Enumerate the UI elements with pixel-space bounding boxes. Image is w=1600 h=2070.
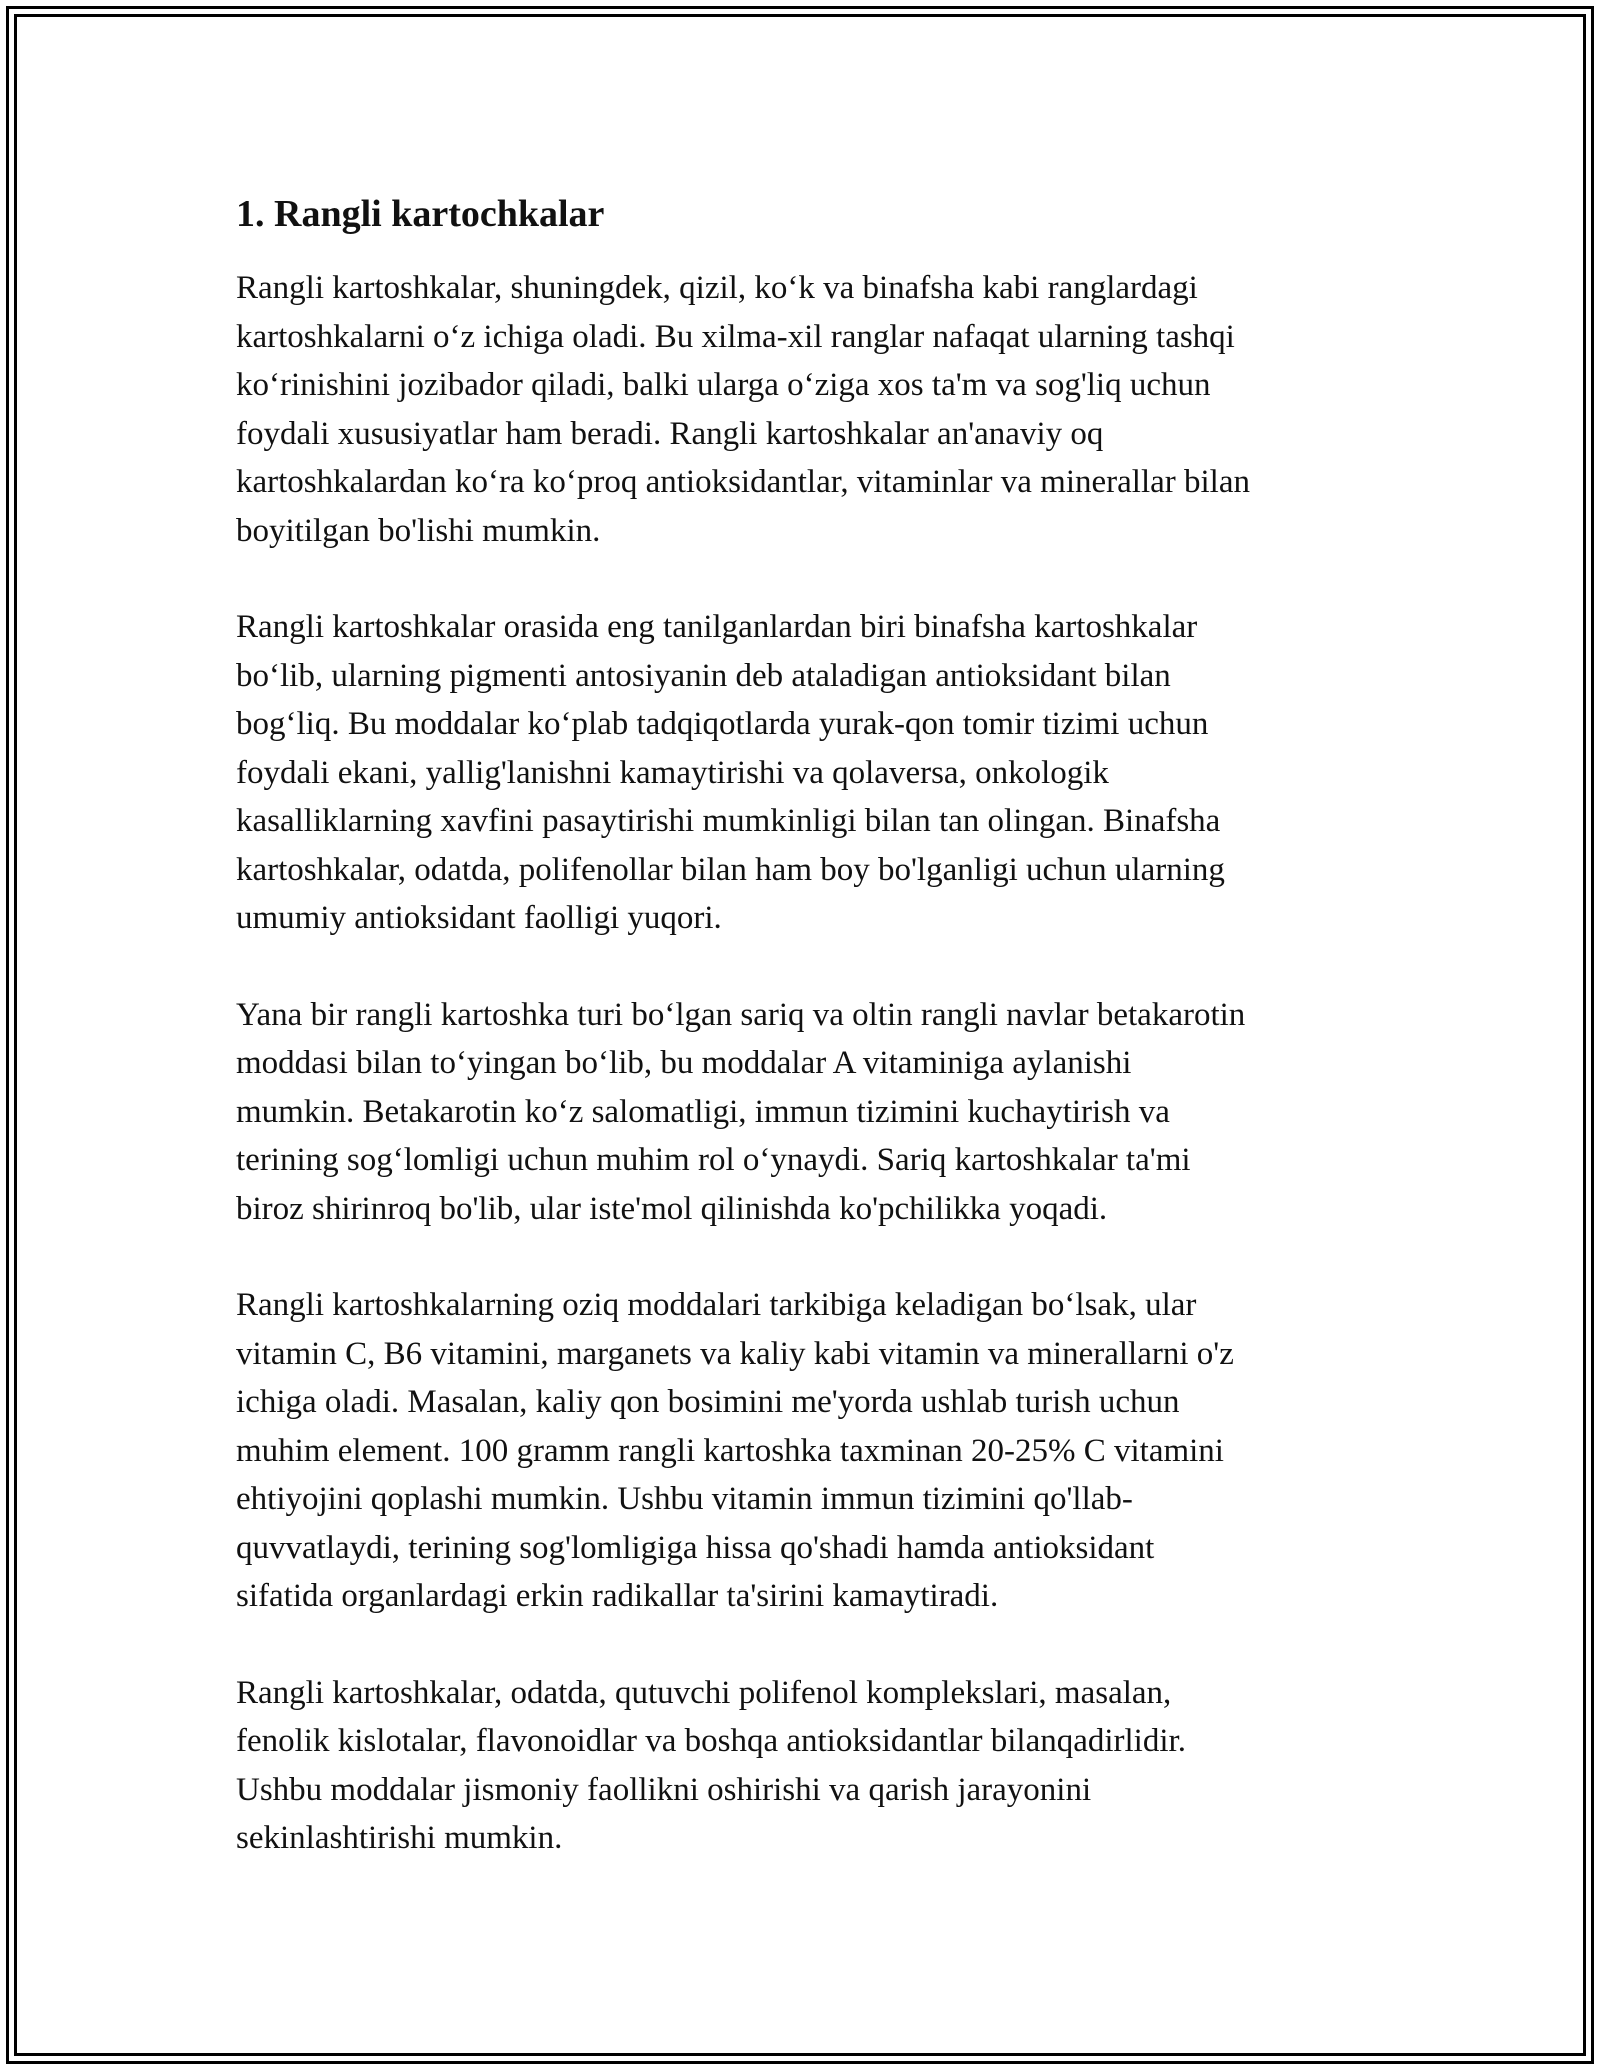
- paragraph-line: biroz shirinroq bo'lib, ular iste'mol qilinishda ko'pchilikka yoqadi.: [236, 1190, 1108, 1227]
- paragraph-line: mumkin. Betakarotin ko‘z salomatligi, immun tizimini kuchaytirish va: [236, 1093, 1170, 1130]
- paragraph-line: kartoshkalarni o‘z ichiga oladi. Bu xilma-xil ranglar nafaqat ularning tashqi: [236, 318, 1235, 355]
- paragraph-line: sekinlashtirishi mumkin.: [236, 1820, 563, 1856]
- paragraph-line: bo‘lib, ularning pigmenti antosiyanin deb ataladigan antioksidant bilan: [236, 657, 1171, 694]
- paragraph-line: moddasi bilan to‘yingan bo‘lib, bu moddalar A vitaminiga aylanishi: [236, 1045, 1132, 1081]
- paragraph-line: kartoshkalardan ko‘ra ko‘proq antioksidantlar, vitaminlar va minerallar bilan: [236, 464, 1250, 500]
- paragraph-line: terining sog‘lomligi uchun muhim rol o‘ynaydi. Sariq kartoshkalar ta'mi: [236, 1142, 1191, 1178]
- paragraph-1: [236, 264, 1396, 555]
- paragraph-line: Ushbu moddalar jismoniy faollikni oshirishi va qarish jarayonini: [236, 1771, 1092, 1808]
- paragraph-line: kasalliklarning xavfini pasaytirishi mumkinligi bilan tan olingan. Binafsha: [236, 803, 1221, 839]
- paragraph-line: Rangli kartoshkalar orasida eng tanilganlardan biri binafsha kartoshkalar: [236, 609, 1198, 645]
- paragraph-line: Rangli kartoshkalarning oziq moddalari tarkibiga keladigan bo‘lsak, ular: [236, 1287, 1197, 1323]
- paragraph-3: [236, 991, 1396, 1234]
- paragraph-line: muhim element. 100 gramm rangli kartoshka taxminan 20-25% C vitamini: [236, 1432, 1224, 1469]
- paragraph-line: bog‘liq. Bu moddalar ko‘plab tadqiqotlarda yurak-qon tomir tizimi uchun: [236, 706, 1209, 742]
- paragraph-2: [236, 603, 1396, 943]
- paragraph-line: vitamin C, B6 vitamini, marganets va kaliy kabi vitamin va minerallarni o'z: [236, 1335, 1234, 1372]
- paragraph-line: Yana bir rangli kartoshka turi bo‘lgan sariq va oltin rangli navlar betakarotin: [236, 996, 1246, 1033]
- paragraph-line: Rangli kartoshkalar, shuningdek, qizil, ko‘k va binafsha kabi ranglardagi: [236, 270, 1198, 306]
- section-title: 1. Rangli kartochkalar: [236, 193, 605, 235]
- paragraph-line: kartoshkalar, odatda, polifenollar bilan ham boy bo'lganligi uchun ularning: [236, 851, 1225, 888]
- paragraph-line: boyitilgan bo'lishi mumkin.: [236, 512, 601, 549]
- paragraph-line: sifatida organlardagi erkin radikallar ta'sirini kamaytiradi.: [236, 1578, 999, 1614]
- paragraph-line: foydali xususiyatlar ham beradi. Rangli kartoshkalar an'anaviy oq: [236, 415, 1104, 452]
- paragraph-line: Rangli kartoshkalar, odatda, qutuvchi polifenol komplekslari, masalan,: [236, 1674, 1172, 1711]
- paragraph-5: [236, 1669, 1396, 1863]
- paragraph-line: umumiy antioksidant faolligi yuqori.: [236, 900, 722, 936]
- paragraph-4: [236, 1281, 1396, 1621]
- paragraph-line: quvvatlaydi, terining sog'lomligiga hissa qo'shadi hamda antioksidant: [236, 1529, 1155, 1566]
- paragraph-line: ko‘rinishini jozibador qiladi, balki ularga o‘ziga xos ta'm va sog'liq uchun: [236, 367, 1211, 403]
- document-body: [236, 186, 1396, 1911]
- paragraph-line: foydali ekani, yallig'lanishni kamaytirishi va qolaversa, onkologik: [236, 754, 1109, 791]
- paragraph-line: ichiga oladi. Masalan, kaliy qon bosimini me'yorda ushlab turish uchun: [236, 1384, 1180, 1420]
- paragraph-line: ehtiyojini qoplashi mumkin. Ushbu vitamin immun tizimini qo'llab-: [236, 1481, 1133, 1517]
- paragraph-line: fenolik kislotalar, flavonoidlar va boshqa antioksidantlar bilanqadirlidir.: [236, 1723, 1186, 1759]
